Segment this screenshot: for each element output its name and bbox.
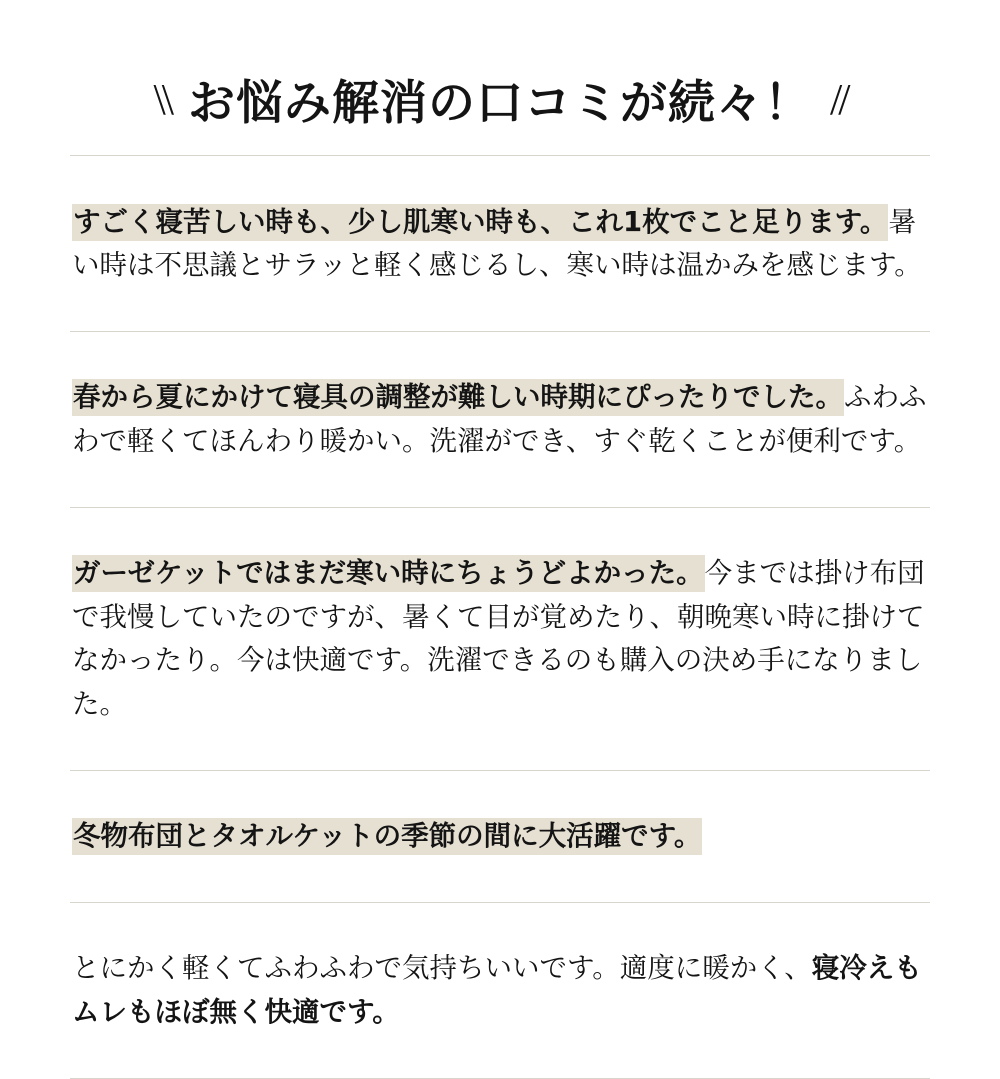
review-item-1 bbox=[70, 155, 930, 331]
decoration-right-icon: // bbox=[830, 75, 847, 124]
review-list bbox=[70, 155, 930, 1079]
review-body: 暑い時は不思議とサラッと軽く感じるし、寒い時は温かみを感じます。 bbox=[72, 205, 922, 281]
page-heading bbox=[70, 66, 930, 133]
review-text bbox=[72, 947, 928, 1034]
review-text bbox=[72, 376, 928, 463]
review-highlight: 冬物布団とタオルケットの季節の間に大活躍です。 bbox=[72, 818, 702, 855]
review-highlight: すごく寝苦しい時も、少し肌寒い時も、これ1枚でこと足ります。 bbox=[72, 204, 888, 241]
review-highlight: 春から夏にかけて寝具の調整が難しい時期にぴったりでした。 bbox=[72, 379, 844, 416]
page-title: お悩み解消の口コミが続々！ bbox=[188, 78, 812, 130]
review-item-4 bbox=[70, 770, 930, 902]
review-text bbox=[72, 201, 928, 288]
review-highlight: ガーゼケットではまだ寒い時にちょうどよかった。 bbox=[72, 555, 705, 592]
decoration-left-icon: \\ bbox=[153, 75, 170, 124]
review-bold-tail: 寝冷えもムレもほぼ無く快適です。 bbox=[72, 952, 922, 1028]
review-body: とにかく軽くてふわふわで気持ちいいです。適度に暖かく、 bbox=[72, 952, 812, 985]
review-body: ふわふわで軽くてほんわり暖かい。洗濯ができ、すぐ乾くことが便利です。 bbox=[72, 381, 927, 457]
review-item-2 bbox=[70, 331, 930, 507]
review-text bbox=[72, 552, 928, 726]
review-text bbox=[72, 815, 928, 858]
review-item-3 bbox=[70, 507, 930, 770]
review-item-5 bbox=[70, 902, 930, 1079]
review-body: 今までは掛け布団で我慢していたのですが、暑くて目が覚めたり、朝晩寒い時に掛けてなかったり。今は快適です。洗濯できるのも購入の決め手になりました。 bbox=[72, 557, 925, 720]
